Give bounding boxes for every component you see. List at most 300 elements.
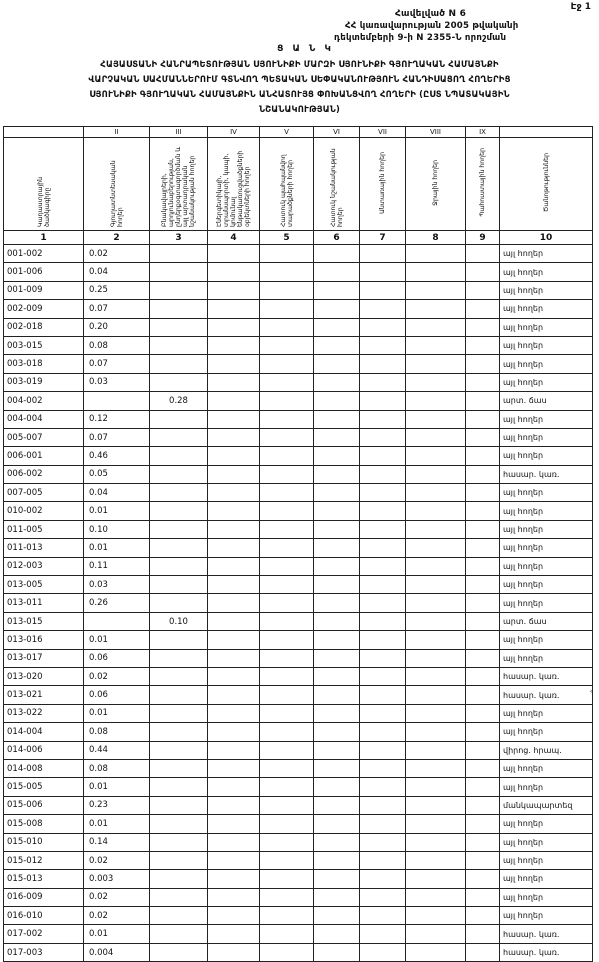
column-number: 1 <box>4 231 84 245</box>
reserve-land-cell <box>466 447 500 465</box>
agricultural-land-cell: 0.14 <box>84 833 150 851</box>
cadastral-code-cell: 013-022 <box>4 704 84 722</box>
industrial-land-cell <box>150 833 208 851</box>
forest-land-cell <box>360 723 406 741</box>
reserve-land-cell <box>466 815 500 833</box>
protected-land-cell <box>260 281 314 299</box>
note-cell: այլ հողեր <box>500 520 593 538</box>
forest-land-cell <box>360 484 406 502</box>
table-row <box>4 667 593 685</box>
column-header <box>314 138 360 231</box>
note-cell: այլ հողեր <box>500 300 593 318</box>
special-land-cell <box>314 557 360 575</box>
table-row <box>4 336 593 354</box>
agricultural-land-cell: 0.08 <box>84 759 150 777</box>
reserve-land-cell <box>466 870 500 888</box>
protected-land-cell <box>260 447 314 465</box>
agricultural-land-cell: 0.03 <box>84 373 150 391</box>
industrial-land-cell <box>150 355 208 373</box>
table-row <box>4 723 593 741</box>
forest-land-cell <box>360 373 406 391</box>
industrial-land-cell <box>150 888 208 906</box>
forest-land-cell <box>360 631 406 649</box>
protected-land-cell <box>260 925 314 943</box>
cadastral-code-cell: 015-010 <box>4 833 84 851</box>
agricultural-land-cell: 0.07 <box>84 355 150 373</box>
agricultural-land-cell <box>84 612 150 630</box>
energy-land-cell <box>208 631 260 649</box>
column-header <box>150 138 208 231</box>
column-number: 6 <box>314 231 360 245</box>
forest-land-cell <box>360 281 406 299</box>
industrial-land-cell <box>150 428 208 446</box>
cadastral-code-cell: 013-021 <box>4 686 84 704</box>
water-land-cell <box>406 649 466 667</box>
table-row <box>4 300 593 318</box>
forest-land-cell <box>360 447 406 465</box>
protected-land-cell <box>260 318 314 336</box>
agricultural-land-cell: 0.003 <box>84 870 150 888</box>
water-land-cell <box>406 759 466 777</box>
agricultural-land-cell: 0.44 <box>84 741 150 759</box>
agricultural-land-cell: 0.07 <box>84 300 150 318</box>
column-header-text: Ջրային հողեր <box>432 159 439 206</box>
protected-land-cell <box>260 594 314 612</box>
forest-land-cell <box>360 539 406 557</box>
industrial-land-cell <box>150 576 208 594</box>
agricultural-land-cell: 0.04 <box>84 484 150 502</box>
note-cell: այլ հողեր <box>500 539 593 557</box>
industrial-land-cell <box>150 502 208 520</box>
note-cell: այլ հողեր <box>500 723 593 741</box>
reserve-land-cell <box>466 410 500 428</box>
note-cell: հասար. կառ. <box>500 925 593 943</box>
cadastral-code-cell: 004-002 <box>4 392 84 410</box>
agricultural-land-cell: 0.07 <box>84 428 150 446</box>
forest-land-cell <box>360 465 406 483</box>
protected-land-cell <box>260 300 314 318</box>
water-land-cell <box>406 355 466 373</box>
protected-land-cell <box>260 888 314 906</box>
special-land-cell <box>314 336 360 354</box>
column-header-text: Բնակավայրերի, արդյունաբերության, ընդերքօգտագործման և այլ արտադրական նշանակության հողեր <box>161 146 196 227</box>
protected-land-cell <box>260 870 314 888</box>
industrial-land-cell <box>150 815 208 833</box>
column-header-text: Գյուղատնտեսական հողեր <box>109 159 124 227</box>
special-land-cell <box>314 667 360 685</box>
protected-land-cell <box>260 502 314 520</box>
water-land-cell <box>406 723 466 741</box>
special-land-cell <box>314 612 360 630</box>
cadastral-code-cell: 011-013 <box>4 539 84 557</box>
special-land-cell <box>314 833 360 851</box>
protected-land-cell <box>260 576 314 594</box>
cadastral-code-cell: 001-009 <box>4 281 84 299</box>
energy-land-cell <box>208 796 260 814</box>
note-cell: այլ հողեր <box>500 851 593 869</box>
protected-land-cell <box>260 336 314 354</box>
reserve-land-cell <box>466 686 500 704</box>
forest-land-cell <box>360 410 406 428</box>
reserve-land-cell <box>466 594 500 612</box>
cadastral-code-cell: 006-002 <box>4 465 84 483</box>
energy-land-cell <box>208 925 260 943</box>
agricultural-land-cell: 0.06 <box>84 686 150 704</box>
energy-land-cell <box>208 870 260 888</box>
industrial-land-cell <box>150 520 208 538</box>
agricultural-land-cell: 0.02 <box>84 888 150 906</box>
industrial-land-cell <box>150 447 208 465</box>
title-line-1: ՀԱՅԱՍՏԱՆԻ ՀԱՆՐԱՊԵՏՈՒԹՅԱՆ ՍՅՈՒՆԻՔԻ ՄԱՐԶԻ ՍՅՈՒՆԻՔԻ ԳՅՈՒՂԱԿԱՆ ՀԱՄԱՅՆՔԻ <box>100 59 499 69</box>
industrial-land-cell <box>150 410 208 428</box>
special-land-cell <box>314 410 360 428</box>
forest-land-cell <box>360 704 406 722</box>
industrial-land-cell <box>150 778 208 796</box>
table-row <box>4 410 593 428</box>
roman-header: III <box>150 127 208 138</box>
special-land-cell <box>314 502 360 520</box>
annex-label: Հավելված N 6 <box>395 9 467 19</box>
table-row <box>4 557 593 575</box>
forest-land-cell <box>360 667 406 685</box>
protected-land-cell <box>260 373 314 391</box>
agricultural-land-cell: 0.004 <box>84 943 150 961</box>
protected-land-cell <box>260 410 314 428</box>
industrial-land-cell: 0.28 <box>150 392 208 410</box>
title-line-3: ՍՅՈՒՆԻՔԻ ԳՅՈՒՂԱԿԱՆ ՀԱՄԱՅՆՔԻՆ ԱՆՀԱՏՈՒՅՑ ՓՈԽԱՆՑՎՈՂ ՀՈՂԵՐԻ (ԸՍՏ ՆՊԱՏԱԿԱՅԻՆ <box>89 89 510 99</box>
note-cell: այլ հողեր <box>500 355 593 373</box>
protected-land-cell <box>260 263 314 281</box>
industrial-land-cell <box>150 539 208 557</box>
agricultural-land-cell: 0.25 <box>84 281 150 299</box>
note-cell: այլ հողեր <box>500 281 593 299</box>
cadastral-code-cell: 013-011 <box>4 594 84 612</box>
protected-land-cell <box>260 833 314 851</box>
water-land-cell <box>406 612 466 630</box>
energy-land-cell <box>208 281 260 299</box>
table-row <box>4 373 593 391</box>
water-land-cell <box>406 336 466 354</box>
reserve-land-cell <box>466 704 500 722</box>
forest-land-cell <box>360 686 406 704</box>
industrial-land-cell <box>150 649 208 667</box>
table-row <box>4 778 593 796</box>
forest-land-cell <box>360 428 406 446</box>
industrial-land-cell <box>150 557 208 575</box>
agricultural-land-cell: 0.11 <box>84 557 150 575</box>
agricultural-land-cell: 0.08 <box>84 336 150 354</box>
special-land-cell <box>314 539 360 557</box>
water-land-cell <box>406 557 466 575</box>
title-line-2: ՎԱՐՉԱԿԱՆ ՍԱՀՄԱՆՆԵՐՈՒՄ ԳՏՆՎՈՂ ՊԵՏԱԿԱՆ ՍԵՓԱԿԱՆՈՒԹՅՈՒՆ ՀԱՆԴԻՍԱՑՈՂ ՀՈՂԵՐԻՑ <box>88 74 511 84</box>
water-land-cell <box>406 520 466 538</box>
water-land-cell <box>406 373 466 391</box>
forest-land-cell <box>360 392 406 410</box>
reserve-land-cell <box>466 557 500 575</box>
table-row <box>4 851 593 869</box>
energy-land-cell <box>208 484 260 502</box>
cadastral-code-cell: 002-009 <box>4 300 84 318</box>
agricultural-land-cell: 0.20 <box>84 318 150 336</box>
water-land-cell <box>406 851 466 869</box>
water-land-cell <box>406 392 466 410</box>
special-land-cell <box>314 281 360 299</box>
column-number: 10 <box>500 231 593 245</box>
energy-land-cell <box>208 428 260 446</box>
note-cell: այլ հողեր <box>500 410 593 428</box>
energy-land-cell <box>208 815 260 833</box>
forest-land-cell <box>360 649 406 667</box>
roman-header: V <box>260 127 314 138</box>
column-header-text: Անտառային հողեր <box>379 151 386 214</box>
energy-land-cell <box>208 557 260 575</box>
note-cell: այլ հողեր <box>500 631 593 649</box>
special-land-cell <box>314 759 360 777</box>
special-land-cell <box>314 796 360 814</box>
special-land-cell <box>314 631 360 649</box>
table-row <box>4 925 593 943</box>
cadastral-code-cell: 013-016 <box>4 631 84 649</box>
forest-land-cell <box>360 612 406 630</box>
table-row <box>4 539 593 557</box>
roman-header: VI <box>314 127 360 138</box>
note-cell: այլ հողեր <box>500 870 593 888</box>
special-land-cell <box>314 723 360 741</box>
special-land-cell <box>314 704 360 722</box>
industrial-land-cell <box>150 943 208 961</box>
reserve-land-cell <box>466 778 500 796</box>
page-number: Էջ 1 <box>570 2 591 12</box>
reserve-land-cell <box>466 925 500 943</box>
energy-land-cell <box>208 410 260 428</box>
protected-land-cell <box>260 778 314 796</box>
agricultural-land-cell <box>84 392 150 410</box>
energy-land-cell <box>208 465 260 483</box>
protected-land-cell <box>260 686 314 704</box>
note-cell: այլ հողեր <box>500 428 593 446</box>
table-row <box>4 870 593 888</box>
reserve-land-cell <box>466 723 500 741</box>
note-cell: այլ հողեր <box>500 484 593 502</box>
table-row <box>4 465 593 483</box>
protected-land-cell <box>260 704 314 722</box>
forest-land-cell <box>360 502 406 520</box>
cadastral-code-cell: 013-020 <box>4 667 84 685</box>
protected-land-cell <box>260 355 314 373</box>
industrial-land-cell <box>150 281 208 299</box>
water-land-cell <box>406 300 466 318</box>
forest-land-cell <box>360 925 406 943</box>
water-land-cell <box>406 778 466 796</box>
note-cell: հասար. կառ. <box>500 465 593 483</box>
special-land-cell <box>314 943 360 961</box>
cadastral-code-cell: 014-004 <box>4 723 84 741</box>
note-cell: մանկապարտեզ <box>500 796 593 814</box>
industrial-land-cell <box>150 925 208 943</box>
water-land-cell <box>406 539 466 557</box>
agricultural-land-cell: 0.02 <box>84 851 150 869</box>
note-cell: այլ հողեր <box>500 833 593 851</box>
protected-land-cell <box>260 539 314 557</box>
title-line-4: ՆՇԱՆԱԿՈՒԹՅԱՆ) <box>258 104 340 114</box>
water-land-cell <box>406 410 466 428</box>
cadastral-code-cell: 015-006 <box>4 796 84 814</box>
energy-land-cell <box>208 373 260 391</box>
energy-land-cell <box>208 355 260 373</box>
energy-land-cell <box>208 778 260 796</box>
agricultural-land-cell: 0.01 <box>84 631 150 649</box>
reserve-land-cell <box>466 833 500 851</box>
note-cell: այլ հողեր <box>500 594 593 612</box>
protected-land-cell <box>260 943 314 961</box>
water-land-cell <box>406 907 466 925</box>
energy-land-cell <box>208 594 260 612</box>
reserve-land-cell <box>466 355 500 373</box>
note-cell: այլ հողեր <box>500 704 593 722</box>
forest-land-cell <box>360 907 406 925</box>
industrial-land-cell <box>150 704 208 722</box>
land-table <box>3 126 593 962</box>
energy-land-cell <box>208 520 260 538</box>
table-row <box>4 594 593 612</box>
industrial-land-cell <box>150 318 208 336</box>
water-land-cell <box>406 465 466 483</box>
margin-mark: ՙ <box>590 690 593 700</box>
industrial-land-cell <box>150 336 208 354</box>
water-land-cell <box>406 502 466 520</box>
note-cell: այլ հողեր <box>500 502 593 520</box>
reserve-land-cell <box>466 245 500 263</box>
reserve-land-cell <box>466 612 500 630</box>
column-number: 4 <box>208 231 260 245</box>
reserve-land-cell <box>466 649 500 667</box>
column-header <box>84 138 150 231</box>
table-row <box>4 428 593 446</box>
column-number: 8 <box>406 231 466 245</box>
cadastral-code-cell: 003-015 <box>4 336 84 354</box>
reserve-land-cell <box>466 502 500 520</box>
cadastral-code-cell: 007-005 <box>4 484 84 502</box>
water-land-cell <box>406 815 466 833</box>
note-cell: այլ հողեր <box>500 649 593 667</box>
water-land-cell <box>406 576 466 594</box>
table-row <box>4 392 593 410</box>
agricultural-land-cell: 0.03 <box>84 576 150 594</box>
energy-land-cell <box>208 649 260 667</box>
column-number-row <box>4 231 593 245</box>
column-header-text: Պահուստային հողեր <box>479 148 486 217</box>
forest-land-cell <box>360 336 406 354</box>
energy-land-cell <box>208 704 260 722</box>
special-land-cell <box>314 576 360 594</box>
industrial-land-cell <box>150 796 208 814</box>
table-row <box>4 502 593 520</box>
protected-land-cell <box>260 612 314 630</box>
cadastral-code-cell: 011-005 <box>4 520 84 538</box>
protected-land-cell <box>260 428 314 446</box>
agricultural-land-cell: 0.26 <box>84 594 150 612</box>
agricultural-land-cell: 0.05 <box>84 465 150 483</box>
note-cell: այլ հողեր <box>500 576 593 594</box>
water-land-cell <box>406 631 466 649</box>
industrial-land-cell <box>150 870 208 888</box>
forest-land-cell <box>360 318 406 336</box>
reserve-land-cell <box>466 759 500 777</box>
energy-land-cell <box>208 759 260 777</box>
reserve-land-cell <box>466 796 500 814</box>
list-heading: Ց Ա Ն Կ <box>277 44 334 54</box>
column-header <box>406 138 466 231</box>
special-land-cell <box>314 888 360 906</box>
table-row <box>4 943 593 961</box>
table-row <box>4 759 593 777</box>
energy-land-cell <box>208 392 260 410</box>
forest-land-cell <box>360 355 406 373</box>
roman-header <box>500 127 593 138</box>
special-land-cell <box>314 318 360 336</box>
special-land-cell <box>314 428 360 446</box>
energy-land-cell <box>208 502 260 520</box>
forest-land-cell <box>360 263 406 281</box>
agricultural-land-cell: 0.46 <box>84 447 150 465</box>
table-row <box>4 263 593 281</box>
column-number: 2 <box>84 231 150 245</box>
forest-land-cell <box>360 576 406 594</box>
table-row <box>4 741 593 759</box>
energy-land-cell <box>208 300 260 318</box>
table-row <box>4 649 593 667</box>
water-land-cell <box>406 428 466 446</box>
water-land-cell <box>406 704 466 722</box>
agricultural-land-cell: 0.04 <box>84 263 150 281</box>
special-land-cell <box>314 851 360 869</box>
roman-header: IV <box>208 127 260 138</box>
table-row <box>4 686 593 704</box>
roman-header <box>4 127 84 138</box>
agricultural-land-cell: 0.01 <box>84 539 150 557</box>
column-header-row <box>4 138 593 231</box>
note-cell: հասար. կառ. <box>500 686 593 704</box>
table-row <box>4 888 593 906</box>
column-header <box>500 138 593 231</box>
agricultural-land-cell: 0.01 <box>84 815 150 833</box>
reserve-land-cell <box>466 300 500 318</box>
cadastral-code-cell: 006-001 <box>4 447 84 465</box>
energy-land-cell <box>208 447 260 465</box>
forest-land-cell <box>360 741 406 759</box>
reserve-land-cell <box>466 336 500 354</box>
energy-land-cell <box>208 612 260 630</box>
water-land-cell <box>406 281 466 299</box>
protected-land-cell <box>260 520 314 538</box>
special-land-cell <box>314 778 360 796</box>
industrial-land-cell <box>150 907 208 925</box>
industrial-land-cell <box>150 263 208 281</box>
energy-land-cell <box>208 851 260 869</box>
water-land-cell <box>406 667 466 685</box>
column-header <box>4 138 84 231</box>
industrial-land-cell <box>150 300 208 318</box>
industrial-land-cell <box>150 245 208 263</box>
special-land-cell <box>314 447 360 465</box>
column-header <box>208 138 260 231</box>
roman-header: IX <box>466 127 500 138</box>
protected-land-cell <box>260 484 314 502</box>
protected-land-cell <box>260 759 314 777</box>
reserve-land-cell <box>466 907 500 925</box>
energy-land-cell <box>208 686 260 704</box>
special-land-cell <box>314 741 360 759</box>
